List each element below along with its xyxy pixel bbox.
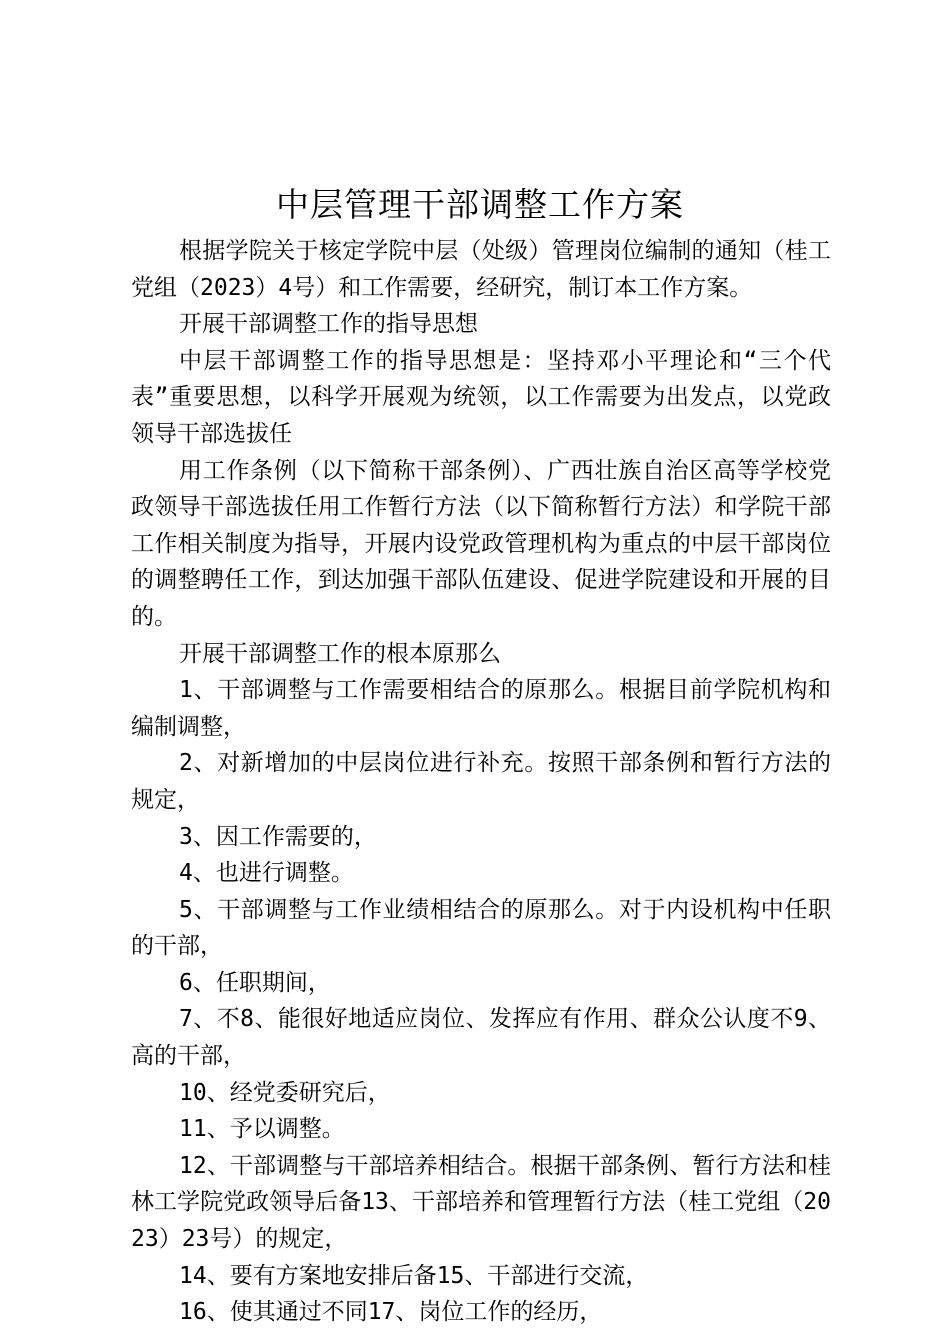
section-heading: 开展干部调整工作的根本原那么: [179, 640, 501, 667]
section-heading: 开展干部调整工作的指导思想: [179, 311, 478, 338]
list-item: 14、要有方案地安排后备15、干部进行交流，: [179, 1262, 649, 1289]
list-item: 7、不8、能很好地适应岗位、发挥应有作用、群众公认度不9、高的干部，: [131, 1006, 831, 1070]
document-title: 中层管理干部调整工作方案: [276, 185, 684, 224]
list-item: 12、干部调整与干部培养相结合。根据干部条例、暂行方法和桂林工学院党政领导后备13、干部培养和管理暂行方法（桂工党组（2023）23号）的规定，: [131, 1152, 831, 1253]
list-item: 11、予以调整。: [179, 1116, 345, 1143]
document-body: [131, 233, 831, 1331]
list-item: 4、也进行调整。: [179, 860, 354, 887]
paragraph: 用工作条例（以下简称干部条例）、广西壮族自治区高等学校党政领导干部选拔任用工作暂行方法（以下简称暂行方法）和学院干部工作相关制度为指导，开展内设党政管理机构为重点的中层干部岗位的调整聘任工作，到达加强干部队伍建设、促进学院建设和开展的目的。: [131, 457, 831, 630]
list-item: 16、使其通过不同17、岗位工作的经历，: [179, 1299, 603, 1326]
list-item: 6、任职期间，: [179, 969, 331, 996]
paragraph: 中层干部调整工作的指导思想是：坚持邓小平理论和“三个代表”重要思想，以科学开展观为统领，以工作需要为出发点，以党政领导干部选拔任: [131, 347, 831, 447]
list-item: 3、因工作需要的，: [179, 823, 377, 850]
list-item: 10、经党委研究后，: [179, 1079, 391, 1106]
paragraph: 根据学院关于核定学院中层（处级）管理岗位编制的通知（桂工党组（2023）4号）和工作需要，经研究，制订本工作方案。: [131, 238, 831, 301]
list-item: 2、对新增加的中层岗位进行补充。按照干部条例和暂行方法的规定，: [131, 750, 831, 813]
list-item: 5、干部调整与工作业绩相结合的原那么。对于内设机构中任职的干部，: [131, 896, 831, 960]
list-item: 1、干部调整与工作需要相结合的原那么。根据目前学院机构和编制调整，: [131, 677, 831, 740]
